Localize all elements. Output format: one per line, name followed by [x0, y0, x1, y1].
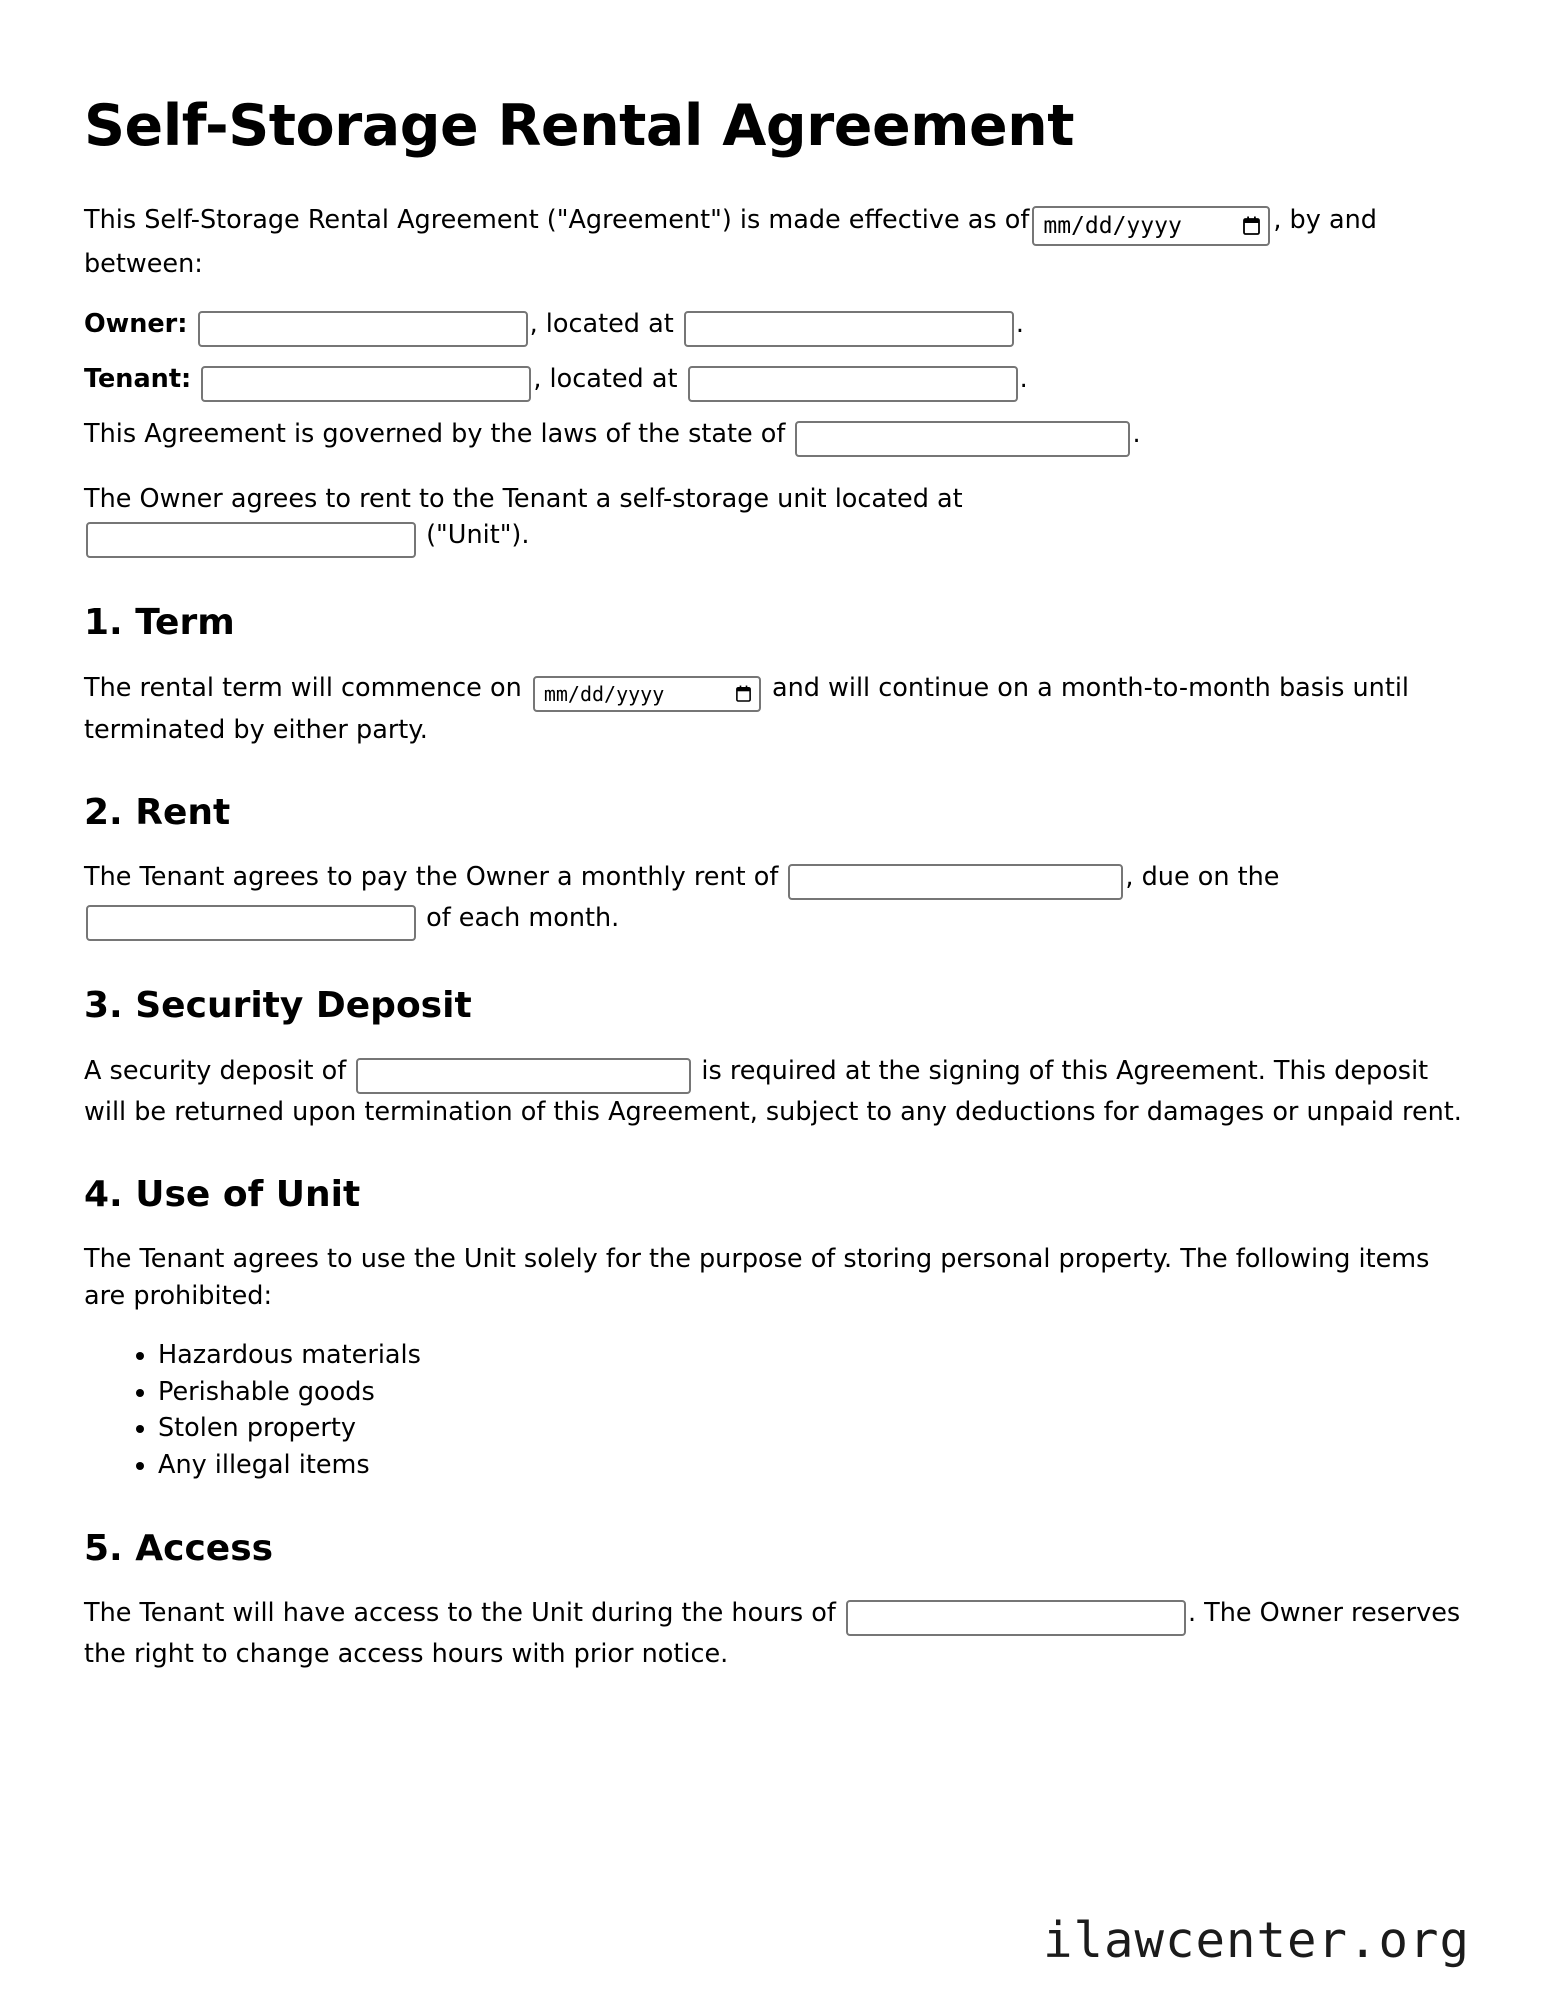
section-heading-rent: 2. Rent	[84, 792, 231, 834]
unit-location-text-after: ("Unit").	[426, 520, 530, 551]
list-item: • Hazardous materials	[158, 1338, 1470, 1374]
unit-location-paragraph	[84, 481, 1470, 558]
intro-text-after-date: , by and between:	[84, 204, 1377, 279]
unit-location-text-before: The Owner agrees to rent to the Tenant a self-storage unit located at	[84, 484, 963, 515]
deposit-text-before: A security deposit of	[84, 1055, 347, 1086]
rent-text-2: , due on the	[1125, 862, 1280, 893]
rent-paragraph	[84, 859, 1470, 941]
governing-state-input[interactable]	[795, 421, 1130, 457]
term-start-date-value: mm/dd/yyyy	[543, 681, 665, 706]
section-heading-term: 1. Term	[84, 602, 235, 644]
owner-connector: , located at	[529, 309, 674, 340]
tenant-terminator: .	[1019, 364, 1028, 395]
effective-date-field[interactable]	[1032, 206, 1270, 246]
tenant-connector: , located at	[533, 364, 678, 395]
rent-text-1: The Tenant agrees to pay the Owner a monthly rent of	[84, 862, 779, 893]
tenant-address-input[interactable]	[688, 366, 1018, 402]
list-item: • Perishable goods	[158, 1375, 1470, 1411]
section-heading-use-of-unit: 4. Use of Unit	[84, 1174, 361, 1216]
calendar-icon[interactable]	[736, 685, 751, 702]
security-deposit-input[interactable]	[356, 1058, 691, 1094]
tenant-name-input[interactable]	[201, 366, 531, 402]
page-title: Self-Storage Rental Agreement	[84, 93, 1074, 159]
owner-address-input[interactable]	[684, 311, 1014, 347]
security-deposit-paragraph	[84, 1053, 1470, 1130]
section-heading-security-deposit: 3. Security Deposit	[84, 985, 472, 1027]
use-of-unit-body: The Tenant agrees to use the Unit solely for the purpose of storing personal property. The following items are prohibited:	[84, 1244, 1430, 1311]
tenant-row	[84, 361, 1470, 402]
term-paragraph	[84, 670, 1470, 748]
tenant-label: Tenant:	[84, 364, 192, 395]
effective-date-value: mm/dd/yyyy	[1043, 212, 1182, 239]
footer-watermark: ilawcenter.org	[1042, 1912, 1470, 1969]
owner-row	[84, 306, 1470, 347]
owner-terminator: .	[1015, 309, 1024, 340]
intro-paragraph	[84, 202, 1470, 283]
rent-text-3: of each month.	[426, 903, 620, 934]
list-item: • Any illegal items	[158, 1448, 1470, 1484]
governing-law-text-after: .	[1132, 419, 1141, 450]
access-text-after: . The Owner reserves the right to change access hours with prior notice.	[84, 1597, 1461, 1669]
term-text-before: The rental term will commence on	[84, 672, 522, 703]
owner-name-input[interactable]	[198, 311, 528, 347]
intro-text-before-date: This Self-Storage Rental Agreement ("Agreement") is made effective as of	[84, 204, 1030, 235]
access-hours-input[interactable]	[846, 1600, 1186, 1636]
prohibited-items-list	[84, 1338, 1470, 1484]
rent-due-day-input[interactable]	[86, 905, 416, 941]
list-item: • Stolen property	[158, 1411, 1470, 1447]
governing-law-text-before: This Agreement is governed by the laws of the state of	[84, 419, 786, 450]
term-text-after: and will continue on a month-to-month basis until terminated by either party.	[84, 672, 1410, 745]
unit-location-input[interactable]	[86, 522, 416, 558]
deposit-text-after: is required at the signing of this Agreement. This deposit will be returned upon termination of this Agreement, subject to any deductions for damages or unpaid rent.	[84, 1055, 1462, 1127]
monthly-rent-input[interactable]	[788, 864, 1123, 900]
term-start-date-field[interactable]	[533, 676, 761, 712]
section-heading-access: 5. Access	[84, 1527, 274, 1569]
governing-law-paragraph	[84, 416, 1470, 457]
access-text-before: The Tenant will have access to the Unit during the hours of	[84, 1597, 836, 1628]
access-paragraph	[84, 1595, 1470, 1672]
owner-label: Owner:	[84, 309, 188, 340]
calendar-icon[interactable]	[1243, 216, 1260, 235]
